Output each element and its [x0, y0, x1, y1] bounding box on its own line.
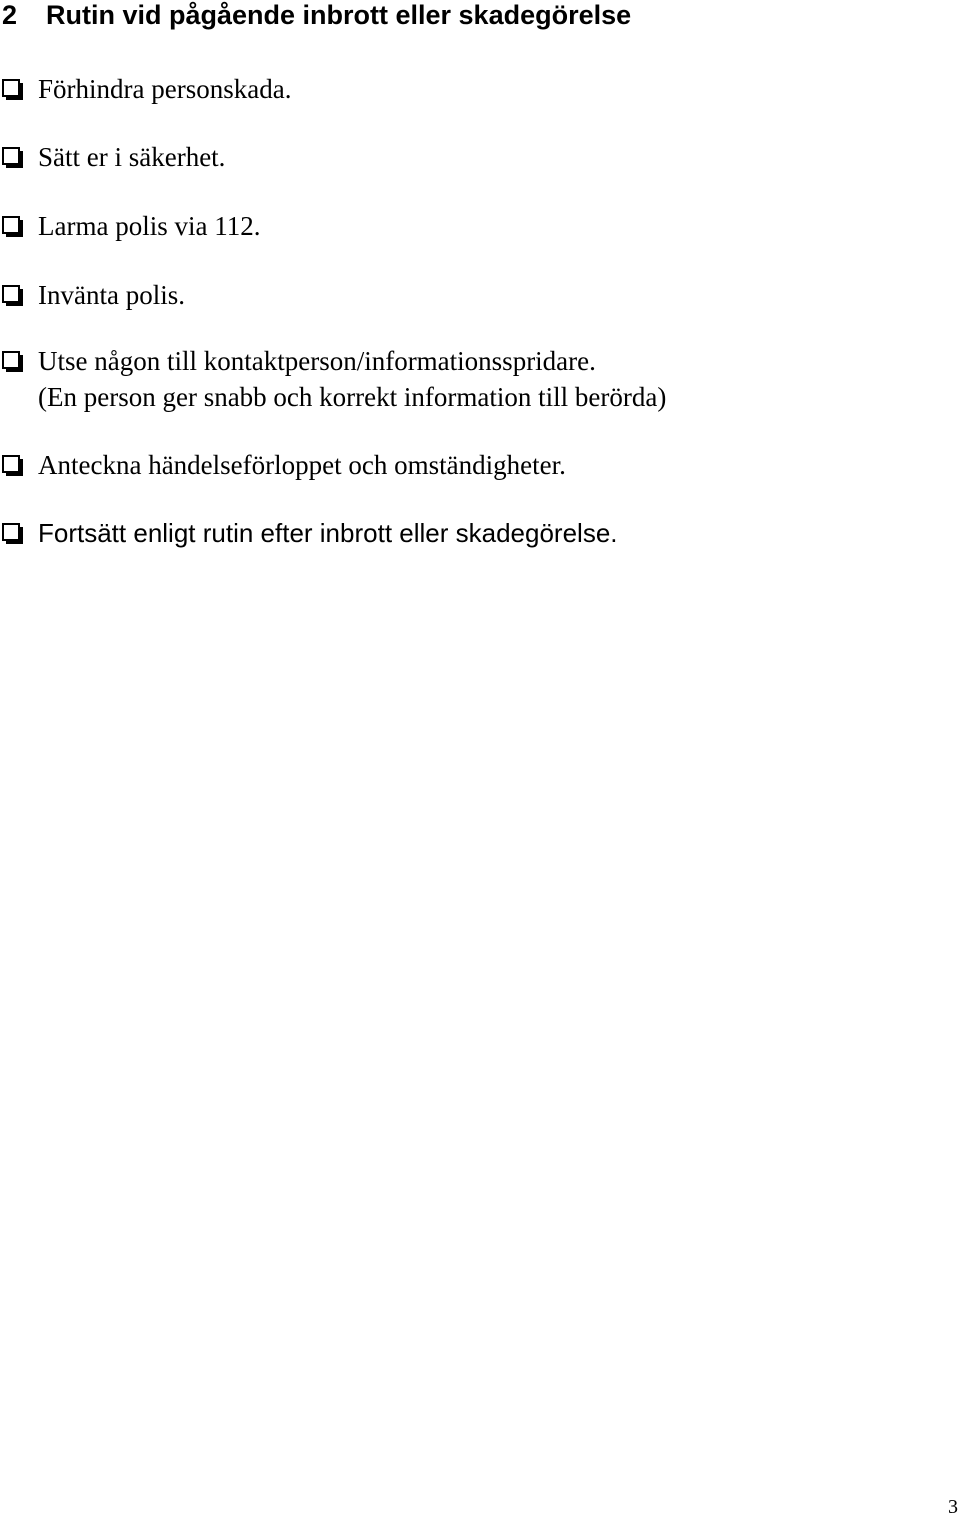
- section-title: Rutin vid pågående inbrott eller skadegörelse: [46, 0, 632, 30]
- checkbox-icon: [2, 455, 20, 473]
- checkbox-icon: [2, 147, 20, 165]
- checklist-item-text: Utse någon till kontaktperson/informationsspridare.: [38, 346, 596, 376]
- checkbox-icon: [2, 285, 20, 303]
- checkbox-icon: [2, 216, 20, 234]
- checkbox-icon: [2, 351, 20, 369]
- section-heading: [2, 0, 631, 30]
- checkbox-icon: [2, 79, 20, 97]
- checklist-item-note: (En person ger snabb och korrekt information till berörda): [38, 382, 667, 412]
- checklist-item-text: Invänta polis.: [38, 280, 185, 310]
- checklist-item-text: Förhindra personskada.: [38, 74, 292, 104]
- checklist-item-text: Larma polis via 112.: [38, 211, 261, 241]
- page-number: 3: [948, 1496, 958, 1518]
- checkbox-icon: [2, 523, 20, 541]
- checklist-item-text: Fortsätt enligt rutin efter inbrott eller skadegörelse.: [38, 518, 618, 548]
- section-number: 2: [2, 0, 18, 30]
- checklist-item-text: Anteckna händelseförloppet och omständigheter.: [38, 450, 566, 480]
- checklist-item-text: Sätt er i säkerhet.: [38, 142, 226, 172]
